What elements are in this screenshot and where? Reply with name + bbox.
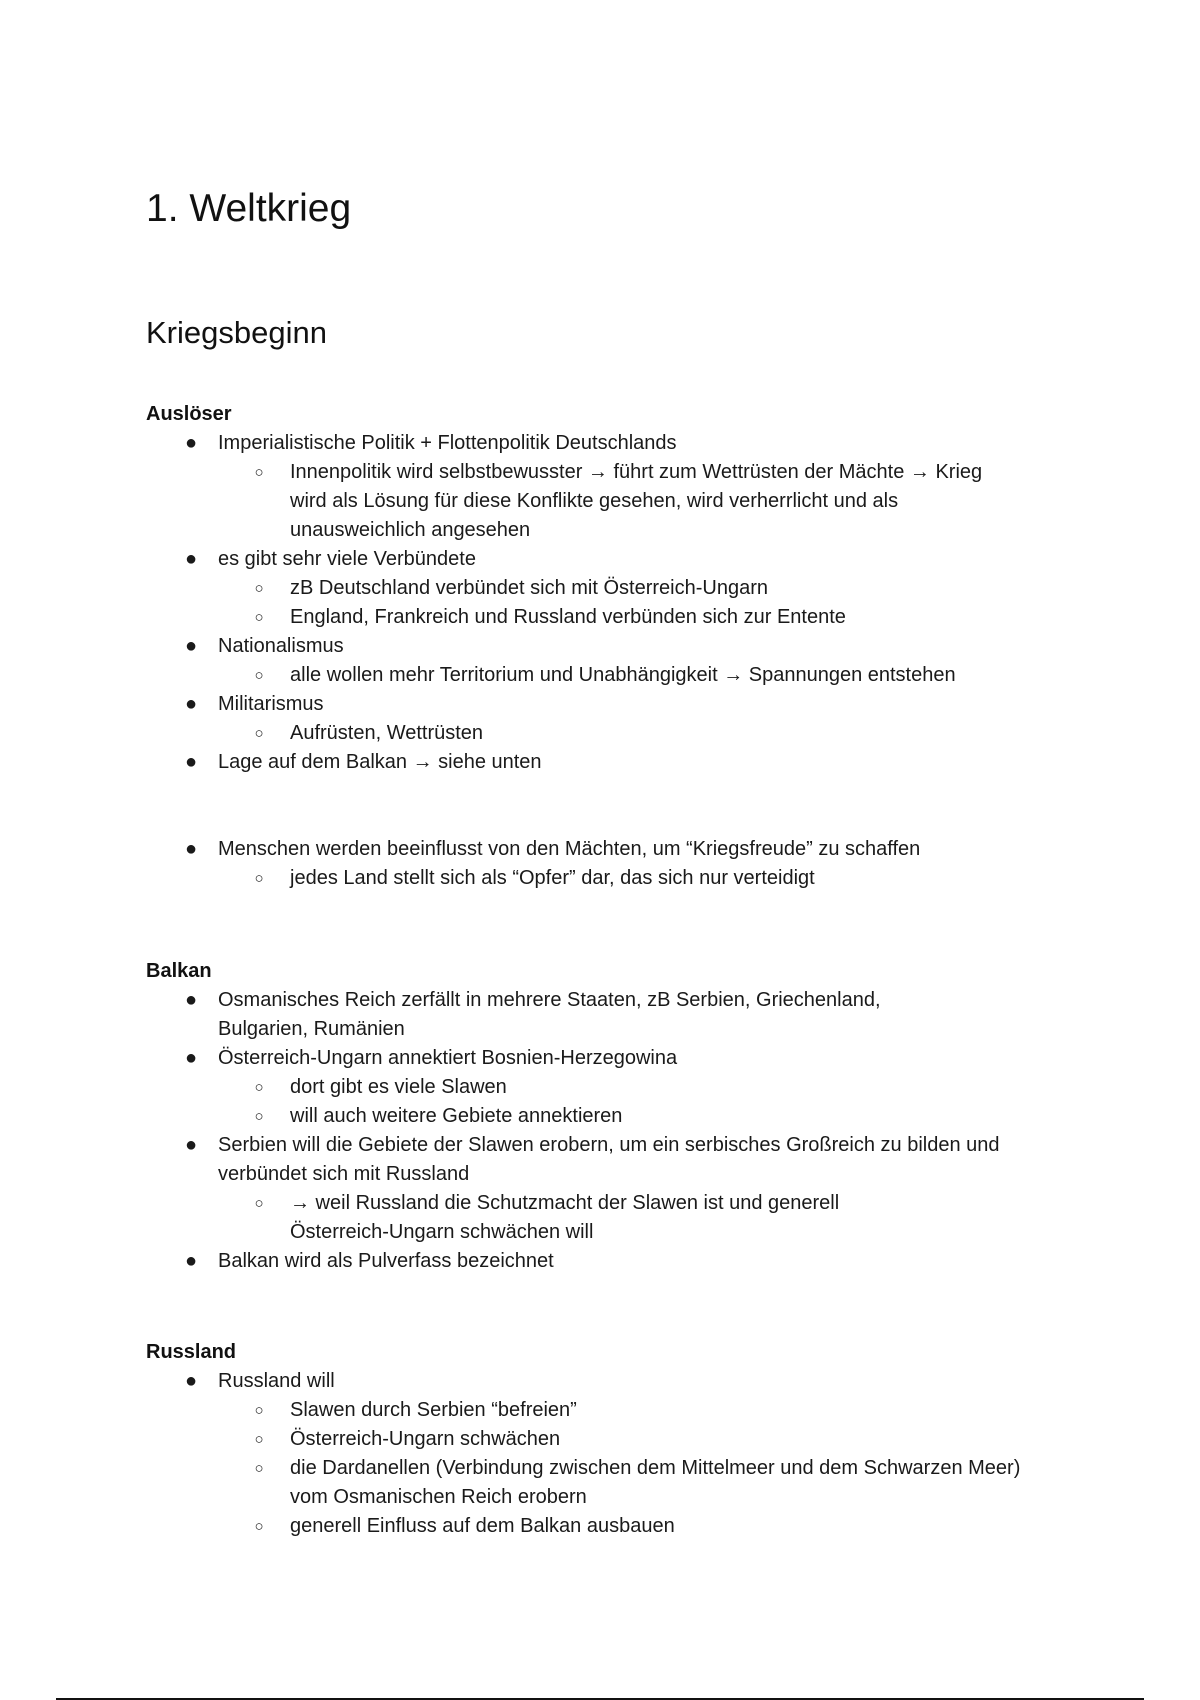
- list-item: [146, 545, 1046, 632]
- list-item-text: Lage auf dem Balkan → siehe unten: [218, 751, 542, 773]
- bullet-circle: ○: [254, 1079, 264, 1096]
- section-heading-ausloeser: Auslöser: [146, 403, 232, 425]
- sub-list-item-text: generell Einfluss auf dem Balkan ausbauen: [290, 1515, 675, 1537]
- sub-list: [218, 719, 1046, 748]
- ausloeser-list-continued: [146, 835, 1046, 893]
- bullet-circle: ○: [254, 609, 264, 626]
- list-item-text: Österreich-Ungarn annektiert Bosnien-Herzegowina: [218, 1047, 678, 1069]
- bullet-circle: ○: [254, 1195, 264, 1212]
- spacer: [146, 777, 1046, 835]
- list-item: [146, 632, 1046, 690]
- bullet-dot: ●: [184, 1250, 198, 1272]
- list-item: [146, 1131, 1046, 1247]
- section-ausloeser: [146, 400, 1046, 893]
- bullet-dot: ●: [184, 432, 198, 454]
- sub-list-item: [218, 1189, 1026, 1247]
- list-item: [146, 835, 1046, 893]
- sub-list-item-text: jedes Land stellt sich als “Opfer” dar, das sich nur verteidigt: [290, 867, 815, 889]
- section-balkan: [146, 957, 1046, 1276]
- sub-list-item: [218, 1102, 1046, 1131]
- bullet-dot: ●: [184, 548, 198, 570]
- list-item: [146, 1247, 1046, 1276]
- list-item-text: Balkan wird als Pulverfass bezeichnet: [218, 1250, 554, 1272]
- sub-list-item-text: zB Deutschland verbündet sich mit Österreich-Ungarn: [290, 577, 768, 599]
- bullet-circle: ○: [254, 1431, 264, 1448]
- sub-list: [218, 1189, 1026, 1247]
- bullet-circle: ○: [254, 667, 264, 684]
- bullet-dot: ●: [184, 1134, 198, 1156]
- bullet-dot: ●: [184, 1370, 198, 1392]
- bullet-circle: ○: [254, 1460, 264, 1477]
- sub-list-item-text: England, Frankreich und Russland verbünden sich zur Entente: [290, 606, 846, 628]
- sub-list: [218, 1073, 1046, 1131]
- sub-list-item-text: → weil Russland die Schutzmacht der Slawen ist und generell Österreich-Ungarn schwächen will: [290, 1192, 840, 1243]
- bullet-dot: ●: [184, 1047, 198, 1069]
- list-item-text: Nationalismus: [218, 635, 344, 657]
- sub-list-item-text: Aufrüsten, Wettrüsten: [290, 722, 484, 744]
- sub-list-item: [218, 1073, 1046, 1102]
- section-heading-russland: Russland: [146, 1341, 237, 1363]
- bullet-dot: ●: [184, 693, 198, 715]
- sub-list-item-text: Slawen durch Serbien “befreien”: [290, 1399, 577, 1421]
- document-title: 1. Weltkrieg: [146, 187, 352, 230]
- sub-list-item: [218, 603, 1046, 632]
- bullet-dot: ●: [184, 838, 198, 860]
- sub-list-item: [218, 661, 1046, 690]
- bullet-dot: ●: [184, 989, 198, 1011]
- list-item-text: Imperialistische Politik + Flottenpolitik Deutschlands: [218, 432, 677, 454]
- sub-list: [218, 458, 1046, 545]
- list-item-text: Militarismus: [218, 693, 324, 715]
- sub-list-item-text: die Dardanellen (Verbindung zwischen dem Mittelmeer und dem Schwarzen Meer) vom Osmanischen Reich erobern: [290, 1457, 1021, 1508]
- list-item: [146, 429, 1046, 545]
- sub-list: [218, 1396, 1046, 1541]
- sub-list-item-text: will auch weitere Gebiete annektieren: [290, 1105, 623, 1127]
- sub-list-item: [218, 458, 1046, 545]
- bullet-dot: ●: [184, 635, 198, 657]
- sub-list: [218, 574, 1046, 632]
- list-item: [146, 748, 1046, 777]
- sub-list-item: [218, 1454, 1046, 1512]
- bullet-circle: ○: [254, 580, 264, 597]
- sub-list-item: [218, 1396, 1046, 1425]
- russland-list: [146, 1367, 1046, 1541]
- bullet-circle: ○: [254, 1518, 264, 1535]
- list-item-text: Osmanisches Reich zerfällt in mehrere Staaten, zB Serbien, Griechenland, Bulgarien, Rumänien: [218, 989, 881, 1040]
- bullet-circle: ○: [254, 464, 264, 481]
- bullet-dot: ●: [184, 751, 198, 773]
- section-russland: [146, 1338, 1046, 1541]
- sub-list-item-text: Österreich-Ungarn schwächen: [290, 1428, 561, 1450]
- list-item-text: Menschen werden beeinflusst von den Mächten, um “Kriegsfreude” zu schaffen: [218, 838, 921, 860]
- bullet-circle: ○: [254, 1108, 264, 1125]
- ausloeser-list: [146, 429, 1046, 777]
- section-heading-balkan: Balkan: [146, 960, 212, 982]
- sub-list-item-text: dort gibt es viele Slawen: [290, 1076, 507, 1098]
- sub-list: [218, 864, 1046, 893]
- list-item-text: es gibt sehr viele Verbündete: [218, 548, 476, 570]
- sub-list-item-text: Innenpolitik wird selbstbewusster → führt zum Wettrüsten der Mächte → Krieg wird als Lösung für diese Konflikte gesehen, wird verherrlicht und als unausweichlich angesehen: [290, 461, 983, 541]
- sub-list-item-text: alle wollen mehr Territorium und Unabhängigkeit → Spannungen entstehen: [290, 664, 956, 686]
- sub-list-item: [218, 719, 1046, 748]
- document-subtitle: Kriegsbeginn: [146, 315, 327, 350]
- sub-list-item: [218, 1512, 1046, 1541]
- sub-list-item: [218, 574, 1046, 603]
- bullet-circle: ○: [254, 1402, 264, 1419]
- sub-list-item: [218, 1425, 1046, 1454]
- list-item-text: Serbien will die Gebiete der Slawen erobern, um ein serbisches Großreich zu bilden und verbündet sich mit Russland: [218, 1134, 1000, 1185]
- sub-list-item: [218, 864, 1046, 893]
- bullet-circle: ○: [254, 870, 264, 887]
- list-item: [146, 1044, 1046, 1131]
- balkan-list: [146, 986, 1046, 1276]
- bullet-circle: ○: [254, 725, 264, 742]
- list-item: [146, 986, 1046, 1044]
- sub-list: [218, 661, 1046, 690]
- list-item: [146, 1367, 1046, 1541]
- list-item: [146, 690, 1046, 748]
- list-item-text: Russland will: [218, 1370, 335, 1392]
